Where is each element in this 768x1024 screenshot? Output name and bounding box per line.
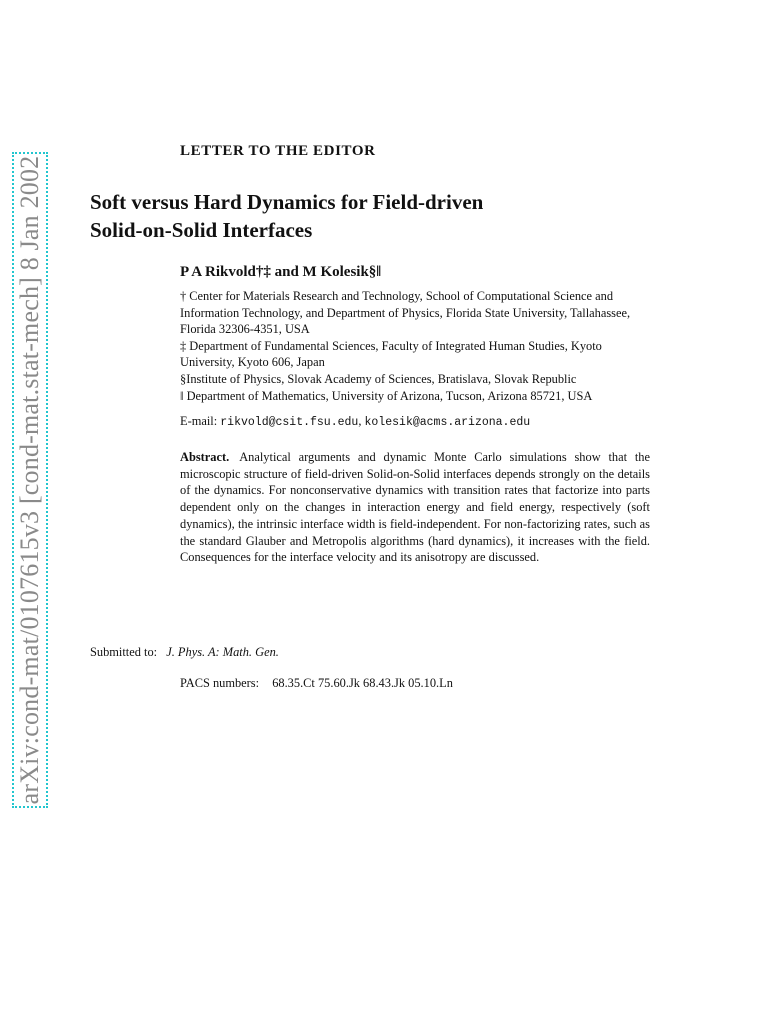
arxiv-stamp: [12, 152, 48, 808]
affiliation-4: ‖ Department of Mathematics, University of Arizona, Tucson, Arizona 85721, USA: [180, 388, 593, 403]
author-list: P A Rikvold†‡ and M Kolesik§‖: [180, 264, 382, 280]
paper-title-line-1: Soft versus Hard Dynamics for Field-driven: [90, 190, 484, 214]
paper-title-line-2: Solid-on-Solid Interfaces: [90, 218, 313, 242]
affiliation-3: §Institute of Physics, Slovak Academy of Sciences, Bratislava, Slovak Republic: [180, 371, 577, 386]
abstract: [180, 449, 650, 566]
affiliation-2: ‡ Department of Fundamental Sciences, Faculty of Integrated Human Studies, Kyoto University, Kyoto 606, Japan: [180, 338, 602, 370]
email-label: E-mail:: [180, 414, 218, 428]
arxiv-stamp-text: arXiv:cond-mat/0107615v3 [cond-mat.stat-mech] 8 Jan 2002: [15, 155, 44, 805]
abstract-text: Analytical arguments and dynamic Monte Carlo simulations show that the microscopic structure of field-driven Solid-on-Solid interfaces depends strongly on the details of the dynamics. For nonconservative dynamics with transition rates that factorize into parts dependent only on the changes in interaction energy and field energy, respectively (soft dynamics), the intrinsic interface width is field-independent. For non-factorizing rates, such as the standard Glauber and Metropolis algorithms (hard dynamics), it increases with the field. Consequences for the interface velocity and its anisotropy are discussed.: [180, 450, 650, 565]
submitted-label: Submitted to:: [90, 645, 158, 659]
email-address-kolesik[interactable]: kolesik@acms.arizona.edu: [364, 416, 531, 429]
email-line: [180, 414, 530, 429]
affiliation-1: † Center for Materials Research and Technology, School of Computational Science and Information Technology, and Department of Physics, Florida State University, Tallahassee, Florida 32306-4351, USA: [180, 289, 631, 337]
pacs-line: [180, 676, 453, 691]
abstract-label: Abstract.: [180, 450, 230, 464]
affiliations: [180, 288, 650, 404]
pacs-numbers: 68.35.Ct 75.60.Jk 68.43.Jk 05.10.Ln: [272, 676, 453, 690]
email-address-rikvold[interactable]: rikvold@csit.fsu.edu: [220, 416, 359, 429]
journal-name: J. Phys. A: Math. Gen.: [166, 645, 279, 659]
submission-line: [90, 645, 279, 660]
paper-title: [90, 188, 650, 244]
letter-heading: LETTER TO THE EDITOR: [180, 143, 376, 159]
pacs-label: PACS numbers:: [180, 676, 260, 690]
email-separator: ,: [358, 414, 362, 428]
